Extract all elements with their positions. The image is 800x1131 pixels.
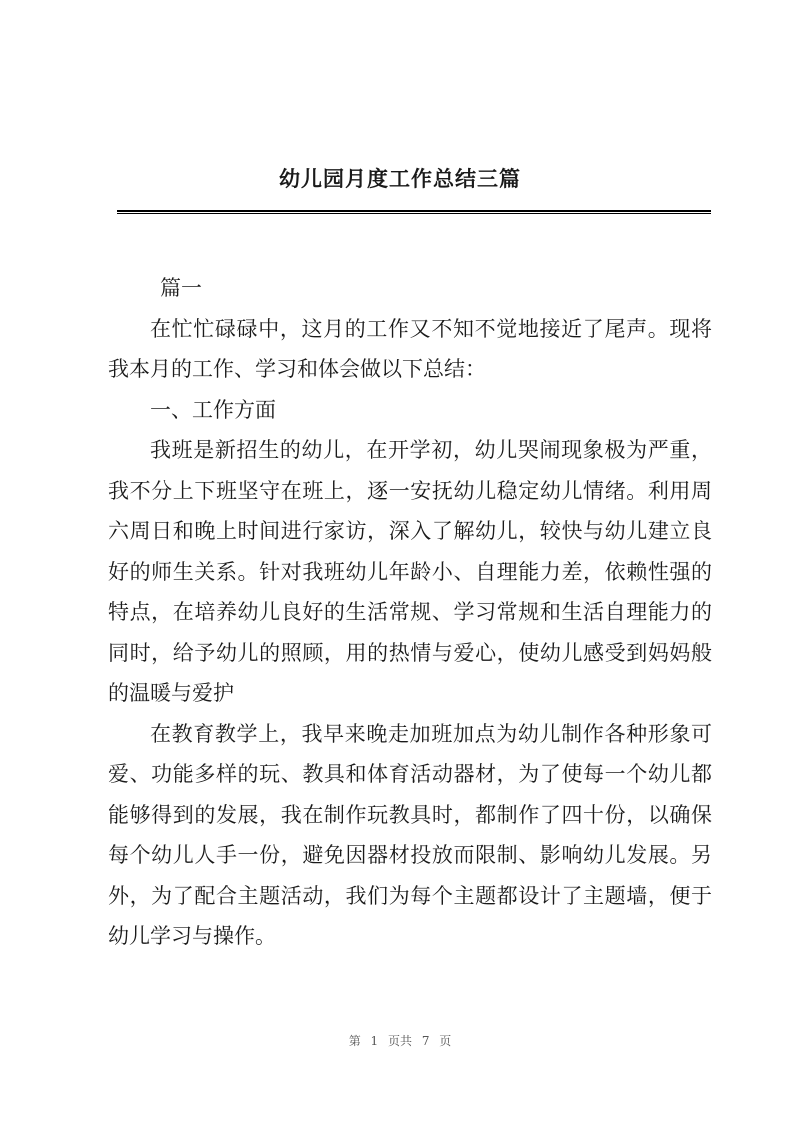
section-heading-part-one: 篇一	[160, 276, 202, 300]
intro-paragraph: 在忙忙碌碌中，这月的工作又不知不觉地接近了尾声。现将我本月的工作、学习和体会做以下总结：	[108, 316, 712, 381]
title-divider	[117, 210, 711, 214]
subsection-heading-work: 一、工作方面	[150, 397, 276, 422]
page-number-footer: 第 1 页共 7 页	[348, 1034, 452, 1048]
body-paragraph: 在教育教学上，我早来晚走加班加点为幼儿制作各种形象可爱、功能多样的玩、教具和体育活动器材，为了使每一个幼儿都能够得到的发展，我在制作玩教具时，都制作了四十份，以确保每个幼儿人手一份，避免因器材投放而限制、影响幼儿发展。另外，为了配合主题活动，我们为每个主题都设计了主题墙，便于幼儿学习与操作。	[108, 721, 712, 948]
document-body	[108, 268, 712, 957]
body-paragraph: 我班是新招生的幼儿，在开学初，幼儿哭闹现象极为严重，我不分上下班坚守在班上，逐一安抚幼儿稳定幼儿情绪。利用周六周日和晚上时间进行家访，深入了解幼儿，较快与幼儿建立良好的师生关系。针对我班幼儿年龄小、自理能力差，依赖性强的特点，在培养幼儿良好的生活常规、学习常规和生活自理能力的同时，给予幼儿的照顾，用的热情与爱心，使幼儿感受到妈妈般的温暖与爱护	[108, 438, 712, 705]
page-title: 幼儿园月度工作总结三篇	[279, 167, 521, 191]
